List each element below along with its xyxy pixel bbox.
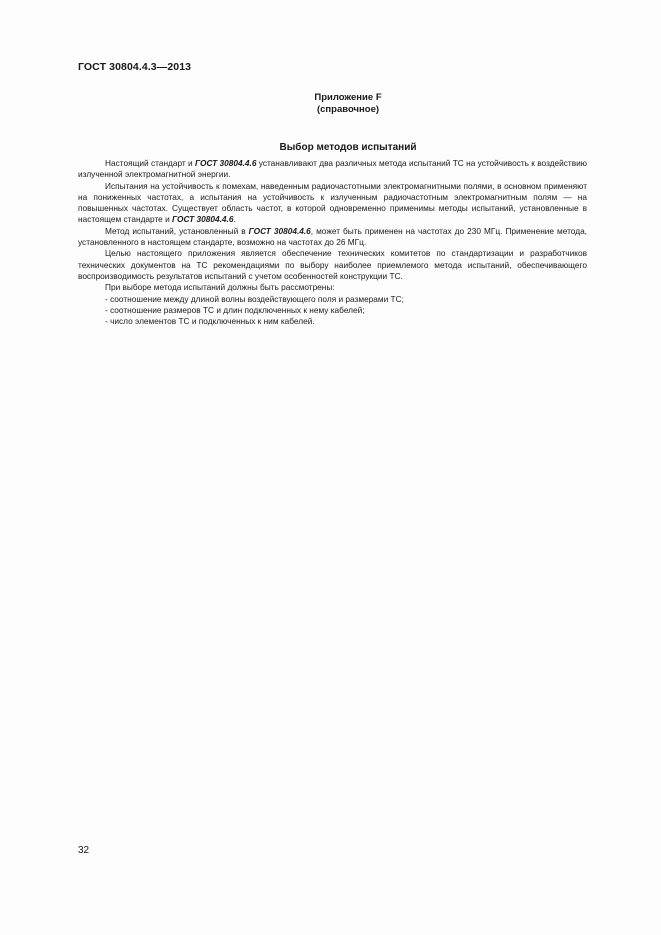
paragraph-2-text-b: . [233, 214, 236, 225]
paragraph-5: При выборе метода испытаний должны быть рассмотрены: [105, 282, 335, 293]
body-text [78, 158, 587, 327]
list-item: - соотношение между длиной волны воздействующего поля и размерами ТС; [105, 293, 404, 304]
paragraph-3-text-a: Метод испытаний, установленный в [105, 225, 249, 236]
list-item: - число элементов ТС и подключенных к ним кабелей. [105, 316, 315, 327]
list-item: - соотношение размеров ТС и длин подключенных к нему кабелей; [105, 304, 365, 315]
standard-reference: ГОСТ 30804.4.6 [172, 214, 234, 225]
section-title: Выбор методов испытаний [279, 142, 417, 153]
page-number: 32 [78, 845, 90, 856]
paragraph-2 [78, 181, 587, 226]
paragraph-3-text-b: , может быть применен на частотах до 230 МГц. Применение метода, установленного в настоящем стандарте, возможно на частотах до 26 МГц. [78, 225, 587, 248]
annex-title: Приложение F [314, 92, 382, 103]
paragraph-2-text-a: Испытания на устойчивость к помехам, наведенным радиочастотными электромагнитными полями, в основном применяют на пониженных частотах, а испытания на устойчивость к излученным радиочастотным электромагнитным полям — на повышенных частотах. Существует область частот, в которой одновременно применимы методы испытаний, установленные в настоящем стандарте и [78, 180, 587, 225]
annex-subtitle: (справочное) [316, 104, 380, 115]
paragraph-1-text-b: устанавливают два различных метода испытаний ТС на устойчивость к воздействию излученной электромагнитной энергии. [78, 158, 587, 180]
annex-heading [0, 92, 661, 116]
paragraph-1-text-a: Настоящий стандарт и [105, 158, 196, 168]
paragraph-1 [78, 158, 587, 181]
standard-reference: ГОСТ 30804.4.6 [248, 225, 311, 236]
paragraph-4: Целью настоящего приложения является обеспечение технических комитетов по стандартизации и разработчиков технических документов на ТС рекомендациями по выбору наиболее приемлемого метода испытаний, обеспечивающего воспроизводимость результатов испытаний с учетом особенностей конструкции ТС. [78, 248, 587, 281]
standard-reference: ГОСТ 30804.4.6 [195, 158, 257, 168]
document-code-header: ГОСТ 30804.4.3—2013 [78, 61, 192, 73]
paragraph-3 [78, 226, 587, 249]
